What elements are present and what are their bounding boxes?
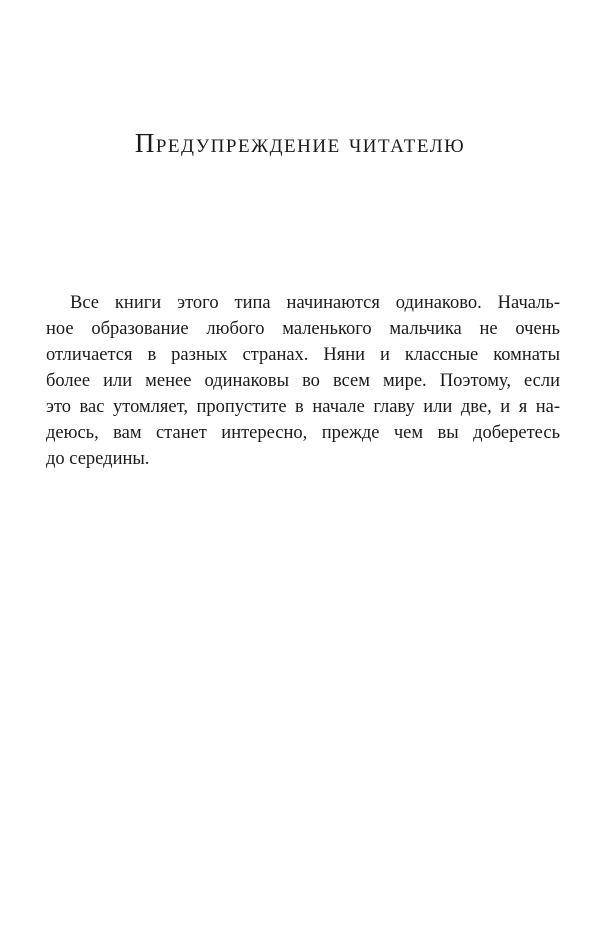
- paragraph-line: ное образование любого маленького мальчика не очень: [46, 319, 560, 339]
- paragraph-line: это вас утомляет, пропустите в начале главу или две, и я на-: [46, 397, 560, 417]
- paragraph-line: деюсь, вам станет интересно, прежде чем вы доберетесь: [46, 423, 560, 443]
- paragraph-line: Все книги этого типа начинаются одинаково. Началь-: [70, 293, 560, 313]
- paragraph-line: до середины.: [46, 449, 150, 469]
- paragraph-line: отличается в разных странах. Няни и классные комнаты: [46, 345, 560, 365]
- paragraph-line: более или менее одинаковы во всем мире. Поэтому, если: [46, 371, 560, 391]
- paragraph: [46, 290, 560, 472]
- chapter-title: Предупреждение читателю: [134, 128, 466, 158]
